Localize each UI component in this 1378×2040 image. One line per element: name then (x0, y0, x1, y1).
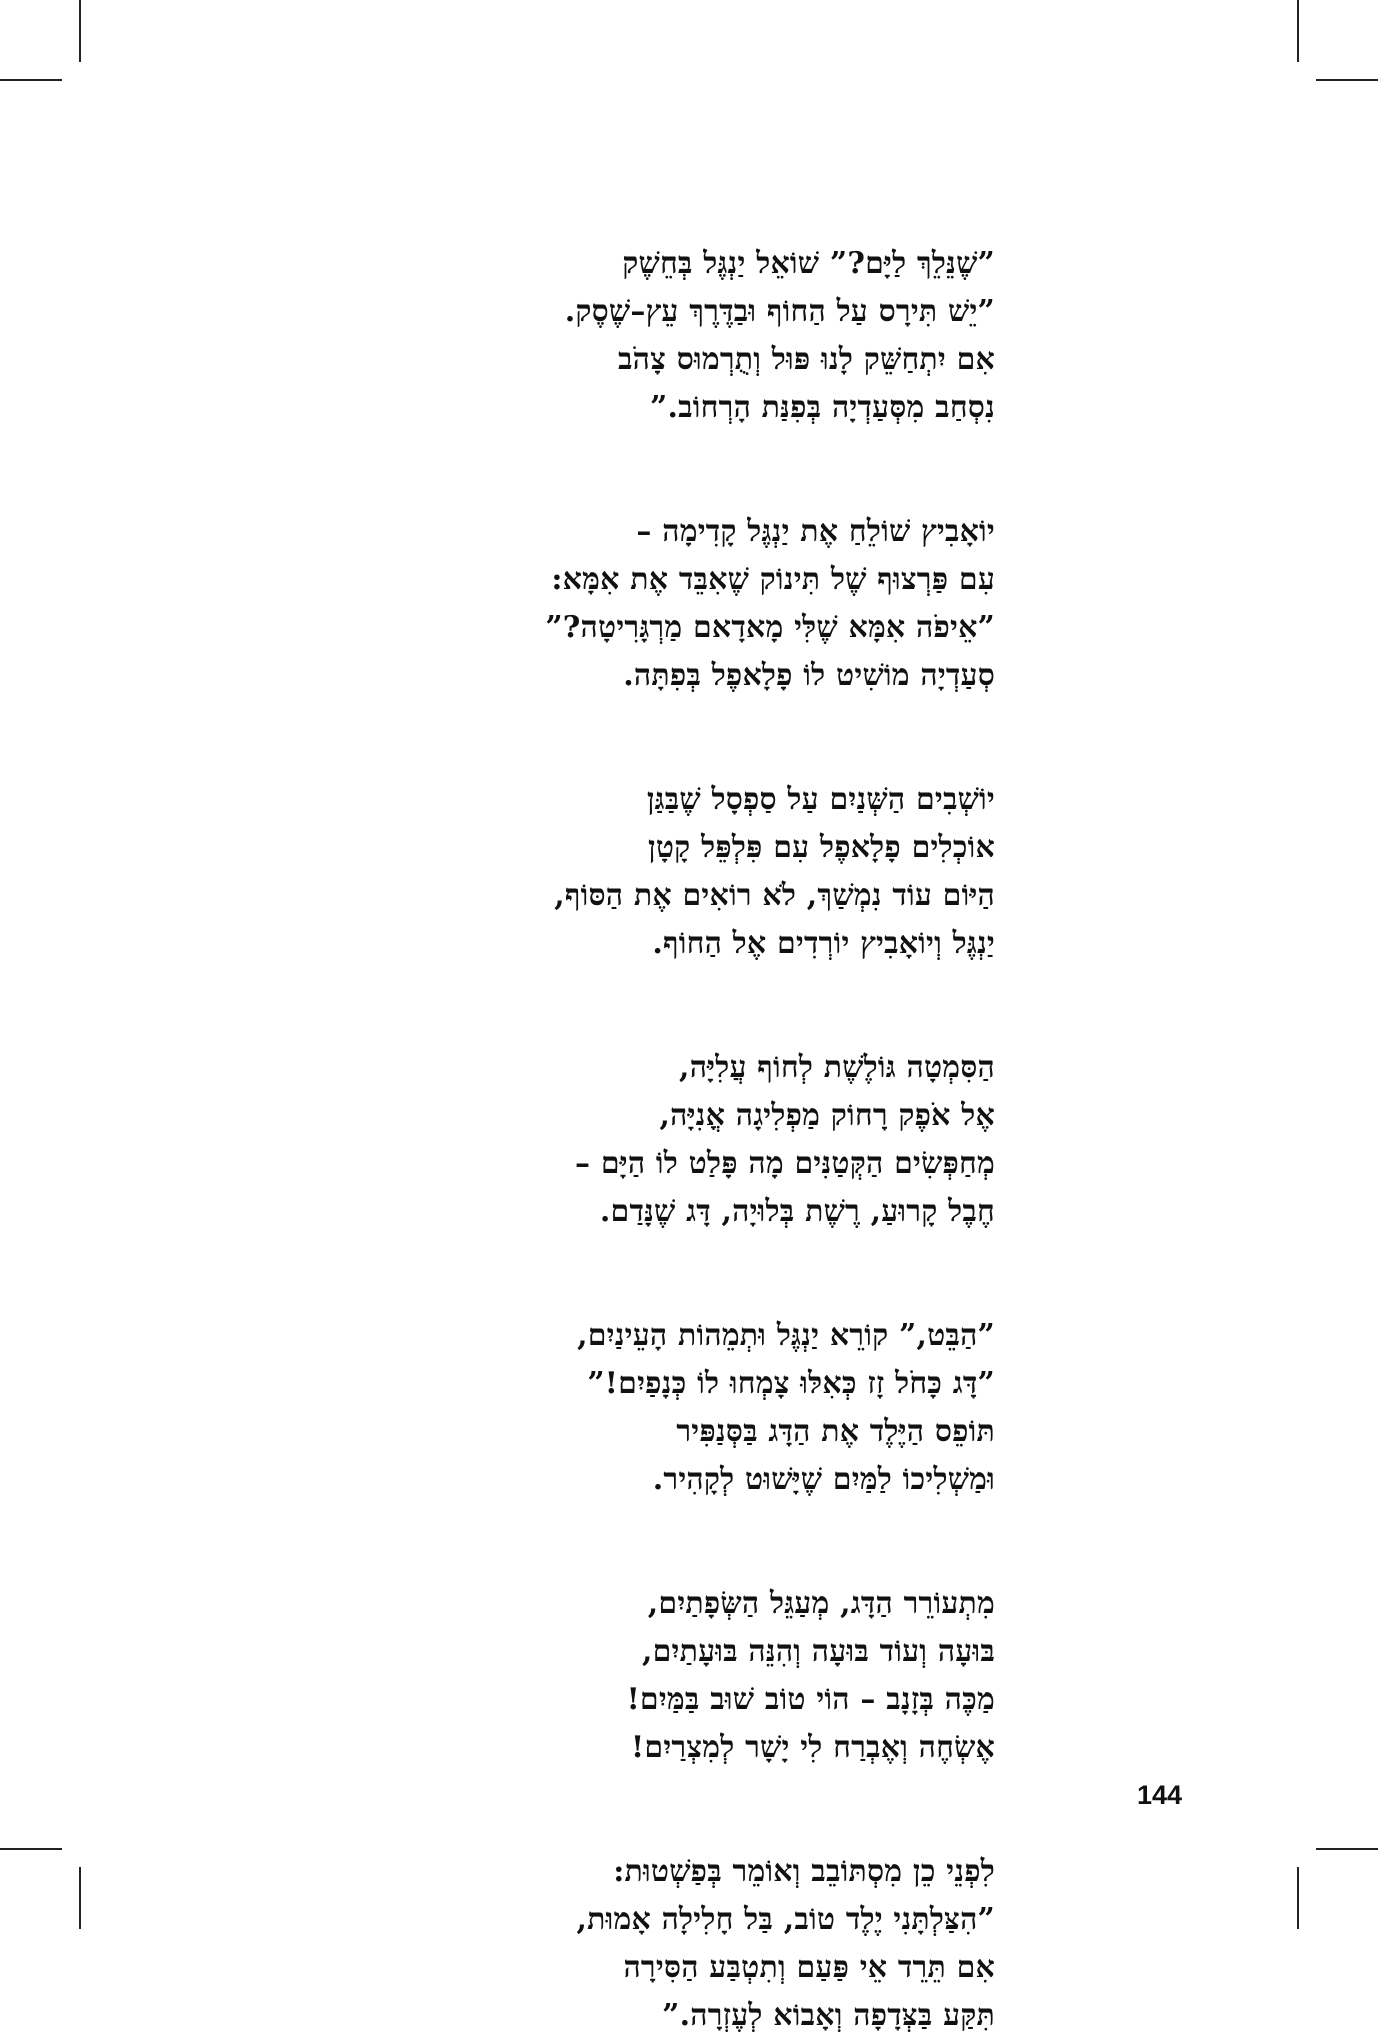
poem-line: אֶל אֹפֶק רָחוֹק מַפְלִיגָה אֳנִיָּה, (659, 1098, 995, 1133)
poem-line: מִתְעוֹרֵר הַדָּג, מְעַגֵּל הַשְּׂפָתַיִם, (647, 1586, 995, 1621)
poem-line: אֶשְׂחֶה וְאֶבְרַח לִי יָשָׁר לְמִצְרַיִם! (631, 1730, 995, 1765)
stanza (375, 1848, 995, 2040)
poem-line: נִסְחַב מִסְּעַדְיָה בְּפִנַּת הָרְחוֹב.” (650, 390, 995, 425)
crop-mark-bottom-right-horizontal (1316, 1848, 1378, 1850)
poem-line: יוֹשְׁבִים הַשְּׁנַיִם עַל סַפְסָל שֶׁבַּגַּן (646, 782, 995, 817)
crop-mark-top-left-vertical (79, 0, 81, 62)
stanza (375, 240, 995, 432)
poem-line: תּוֹפֵס הַיֶּלֶד אֶת הַדָּג בַּסְּנַפִּיר (676, 1414, 995, 1449)
poem-line: יוֹאָבִיץ שׁוֹלֵחַ אֶת יַנְגֶּל קָדִימָה – (636, 514, 995, 549)
poem-line: הַיּוֹם עוֹד נִמְשַׁךְ, לֹא רוֹאִים אֶת הַסּוֹף, (554, 878, 995, 913)
poem-line: ”הַבֵּט,” קוֹרֵא יַנְגֶּל וּתְמֵהוֹת הָעֵינַיִם, (577, 1318, 995, 1353)
poem-line: עִם פַּרְצוּף שֶׁל תִּינוֹק שֶׁאִבֵּד אֶת אִמָּא: (551, 562, 995, 597)
poem-text (375, 240, 995, 2040)
poem-line: יַנְגֶּל וְיוֹאָבִיץ יוֹרְדִים אֶל הַחוֹף. (652, 926, 995, 961)
poem-line: ”שֶׁנֵּלֵךְ לַיָּם?” שׁוֹאֵל יַנְגֶּל בְּחֵשֶׁק (622, 246, 995, 281)
poem-line: אוֹכְלִים פָלָאפֶל עִם פִּלְפֵּל קָטָן (648, 830, 995, 865)
crop-mark-top-right-horizontal (1316, 79, 1378, 81)
poem-line: אִם תֵּרֵד אֵי פַּעַם וְתִטְבַּע הַסִּירָה (623, 1950, 995, 1985)
poem-line: מְחַפְּשִׂים הַקְּטַנִּים מָה פָּלַט לוֹ הַיָּם – (575, 1146, 995, 1181)
poem-line: אִם יִתְחַשֵּׁק לָנוּ פּוּל וְתֻרְמוּס צָהֹב (618, 342, 995, 377)
poem-line: לִפְנֵי כֵן מִסְתּוֹבֵב וְאוֹמֵר בְּפַשְׁטוּת: (613, 1854, 995, 1889)
crop-mark-bottom-right-vertical (1297, 1867, 1299, 1929)
crop-mark-top-right-vertical (1297, 0, 1299, 62)
stanza (375, 776, 995, 968)
crop-mark-bottom-left-vertical (79, 1867, 81, 1929)
poem-line: ”דָּג כָּחֹל זָז כְּאִלּוּ צָמְחוּ לוֹ כְּנָפַיִם!” (587, 1366, 995, 1401)
poem-line: סְעַדְיָה מוֹשִׁיט לוֹ פָלָאפֶל בְּפִתָּה. (623, 658, 995, 693)
stanza (375, 508, 995, 700)
poem-line: וּמַשְׁלִיכוֹ לַמַּיִם שֶׁיָּשׁוּט לְקָהִיר. (652, 1462, 995, 1497)
poem-line: מַכֶּה בְּזָנָב – הוֹי טוֹב שׁוּב בַּמַּיִם! (626, 1682, 995, 1717)
stanza (375, 1312, 995, 1504)
poem-line: בּוּעָה וְעוֹד בּוּעָה וְהִנֵּה בּוּעָתַיִם, (641, 1634, 995, 1669)
stanza (375, 1044, 995, 1236)
page-number: 144 (1136, 1780, 1182, 1810)
poem-line: ”אֵיפֹה אִמָּא שֶׁלִּי מָאדָאם מַרְגָּרִיטָה?” (545, 610, 995, 645)
crop-mark-top-left-horizontal (0, 79, 62, 81)
poem-line: ”הִצַּלְתָּנִי יֶלֶד טוֹב, בַּל חָלִילָה אָמוּת, (576, 1902, 995, 1937)
poem-line: תִּקַּע בַּצְּדָפָה וְאָבוֹא לְעֶזְרָה.” (662, 1998, 995, 2033)
stanza (375, 1580, 995, 1772)
crop-mark-bottom-left-horizontal (0, 1848, 62, 1850)
poem-line: הַסִּמְטָה גּוֹלֶשֶׁת לְחוֹף עֲלִיָּה, (679, 1050, 995, 1085)
poem-line: חֶבֶל קָרוּעַ, רֶשֶׁת בְּלוּיָה, דָּג שֶׁנָּדַם. (599, 1194, 995, 1229)
poem-line: ”יֵשׁ תִּירָס עַל הַחוֹף וּבַדֶּרֶךְ עֵץ–שֶׁסֶק. (564, 294, 995, 329)
